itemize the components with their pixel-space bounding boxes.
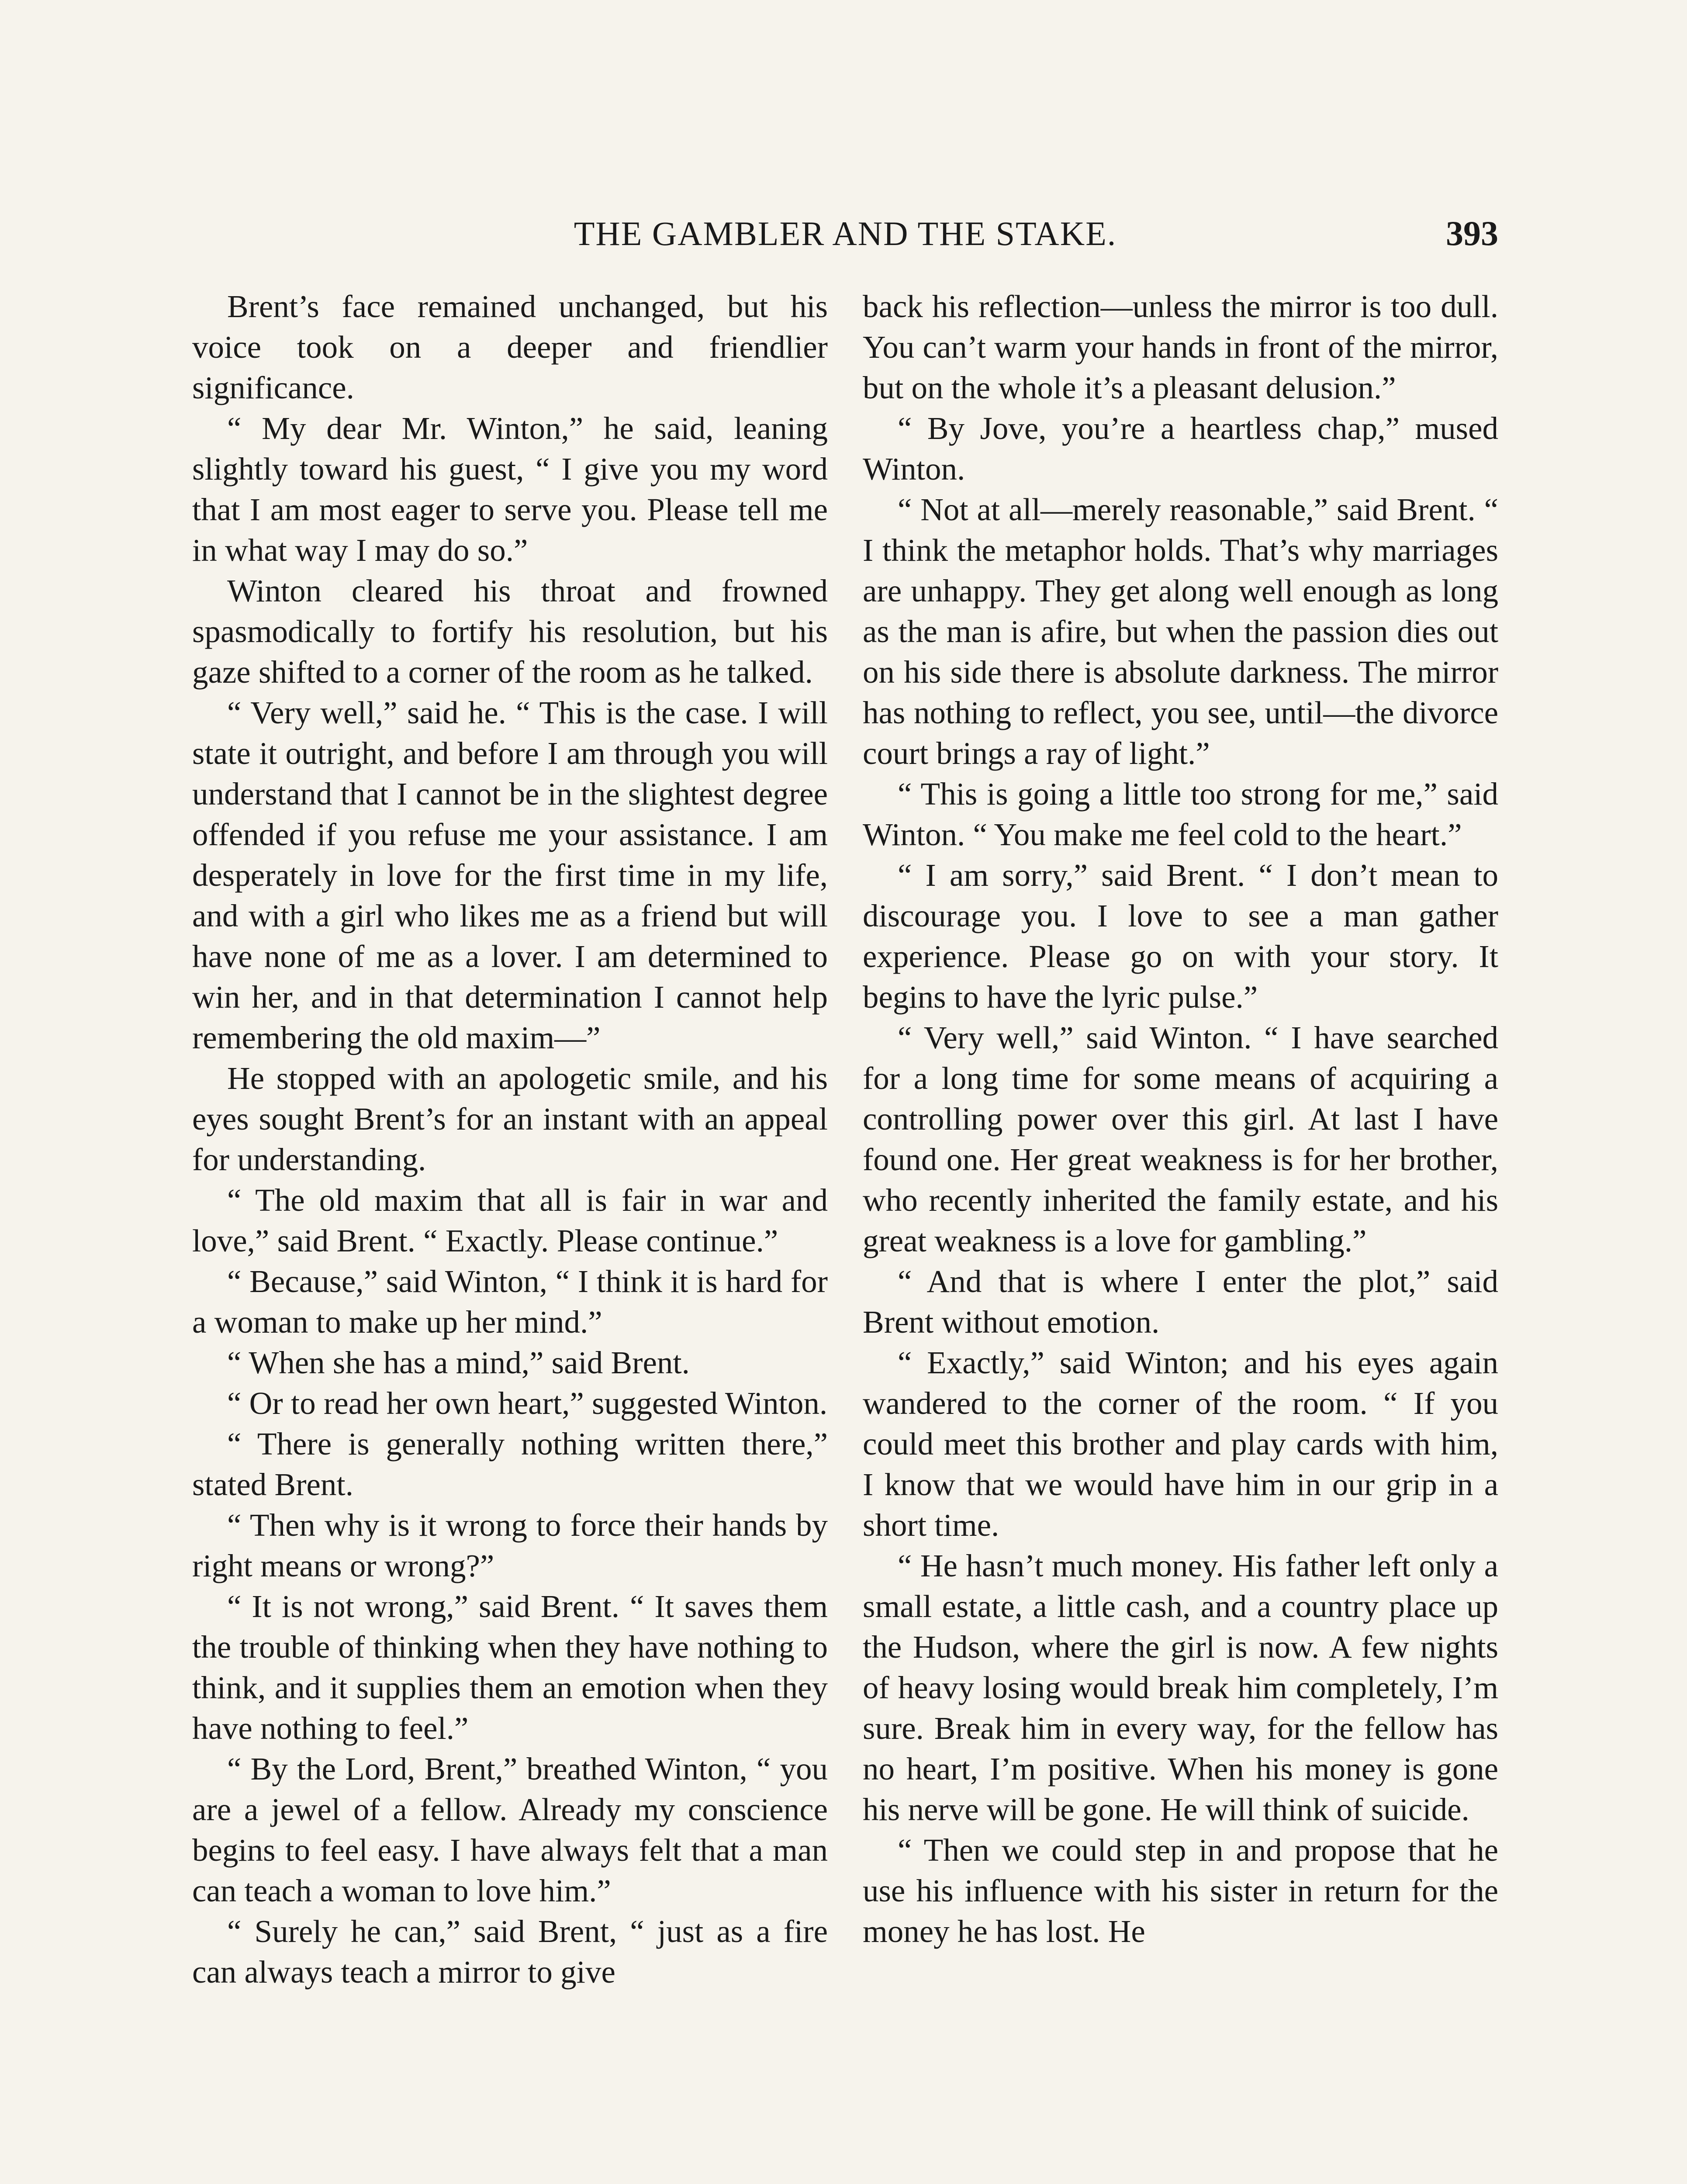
paragraph: “ My dear Mr. Winton,” he said, leaning slightly toward his guest, “ I give you my word that I am most eager to serve you. Please tell me in what way I may do so.” <box>192 411 828 568</box>
paragraph: “ It is not wrong,” said Brent. “ It saves them the trouble of thinking when they have nothing to think, and it supplies them an emotion when they have nothing to feel.” <box>192 1589 828 1746</box>
paragraph: “ Not at all—merely reasonable,” said Brent. “ I think the metaphor holds. That’s why marriages are unhappy. They get along well enough as long as the man is afire, but when the passion dies out on his side there is absolute darkness. The mirror has nothing to reflect, you see, until—the divorce court brings a ray of light.” <box>863 492 1498 771</box>
running-title: THE GAMBLER AND THE STAKE. <box>574 214 1117 252</box>
paragraph: “ And that is where I enter the plot,” said Brent without emotion. <box>863 1264 1498 1340</box>
paragraph: “ He hasn’t much money. His father left only a small estate, a little cash, and a country place up the Hudson, where the girl is now. A few nights of heavy losing would break him completely, I’m sure. Break him in every way, for the fellow has no heart, I’m positive. When his money is gone his nerve will be gone. He will think of suicide. <box>863 1548 1498 1827</box>
paragraph: “ When she has a mind,” said Brent. <box>227 1345 690 1380</box>
paragraph: “ By Jove, you’re a heartless chap,” mused Winton. <box>863 411 1498 487</box>
paragraph: “ Because,” said Winton, “ I think it is hard for a woman to make up her mind.” <box>192 1264 828 1340</box>
paragraph: “ Very well,” said he. “ This is the case. I will state it outright, and before I am through you will understand that I cannot be in the slightest degree offended if you refuse me your assistance. I am desperately in love for the first time in my life, and with a girl who likes me as a friend but will have none of me as a lover. I am determined to win her, and in that determination I cannot help remembering the old maxim—” <box>192 695 828 1055</box>
paragraph: Winton cleared his throat and frowned spasmodically to fortify his resolution, but his gaze shifted to a corner of the room as he talked. <box>192 573 828 690</box>
paragraph: “ There is generally nothing written there,” stated Brent. <box>192 1426 828 1502</box>
paragraph: “ Exactly,” said Winton; and his eyes again wandered to the corner of the room. “ If you could meet this brother and play cards with him, I know that we would have him in our grip in a short time. <box>863 1345 1498 1543</box>
paragraph: “ Then we could step in and propose that he use his influence with his sister in return for the money he has lost. He <box>863 1832 1498 1949</box>
paragraph: “ Surely he can,” said Brent, “ just as a fire can always teach a mirror to give <box>192 1914 828 1990</box>
paragraph: Brent’s face remained unchanged, but his voice took on a deeper and friendlier significance. <box>192 289 828 405</box>
running-head <box>192 210 1498 258</box>
paragraph: “ Or to read her own heart,” suggested Winton. <box>227 1386 828 1421</box>
paragraph: “ This is going a little too strong for me,” said Winton. “ You make me feel cold to the heart.” <box>863 776 1498 852</box>
paragraph: “ Then why is it wrong to force their hands by right means or wrong?” <box>192 1507 828 1583</box>
paragraph: “ Very well,” said Winton. “ I have searched for a long time for some means of acquiring a controlling power over this girl. At last I have found one. Her great weakness is for her brother, who recently inherited the family estate, and his great weakness is a love for gambling.” <box>863 1020 1498 1258</box>
paragraph-continuation: back his reflection—unless the mirror is too dull. You can’t warm your hands in front of the mirror, but on the whole it’s a pleasant delusion.” <box>863 289 1498 405</box>
paragraph: He stopped with an apologetic smile, and his eyes sought Brent’s for an instant with an appeal for understanding. <box>192 1061 828 1177</box>
paragraph: “ I am sorry,” said Brent. “ I don’t mean to discourage you. I love to see a man gather experience. Please go on with your story. It begins to have the lyric pulse.” <box>863 857 1498 1015</box>
left-column <box>192 286 828 1992</box>
paragraph: “ The old maxim that all is fair in war and love,” said Brent. “ Exactly. Please continue.” <box>192 1182 828 1258</box>
paragraph: “ By the Lord, Brent,” breathed Winton, “ you are a jewel of a fellow. Already my conscience begins to feel easy. I have always felt that a man can teach a woman to love him.” <box>192 1751 828 1908</box>
right-column <box>863 286 1498 1952</box>
page-number: 393 <box>1446 214 1498 253</box>
